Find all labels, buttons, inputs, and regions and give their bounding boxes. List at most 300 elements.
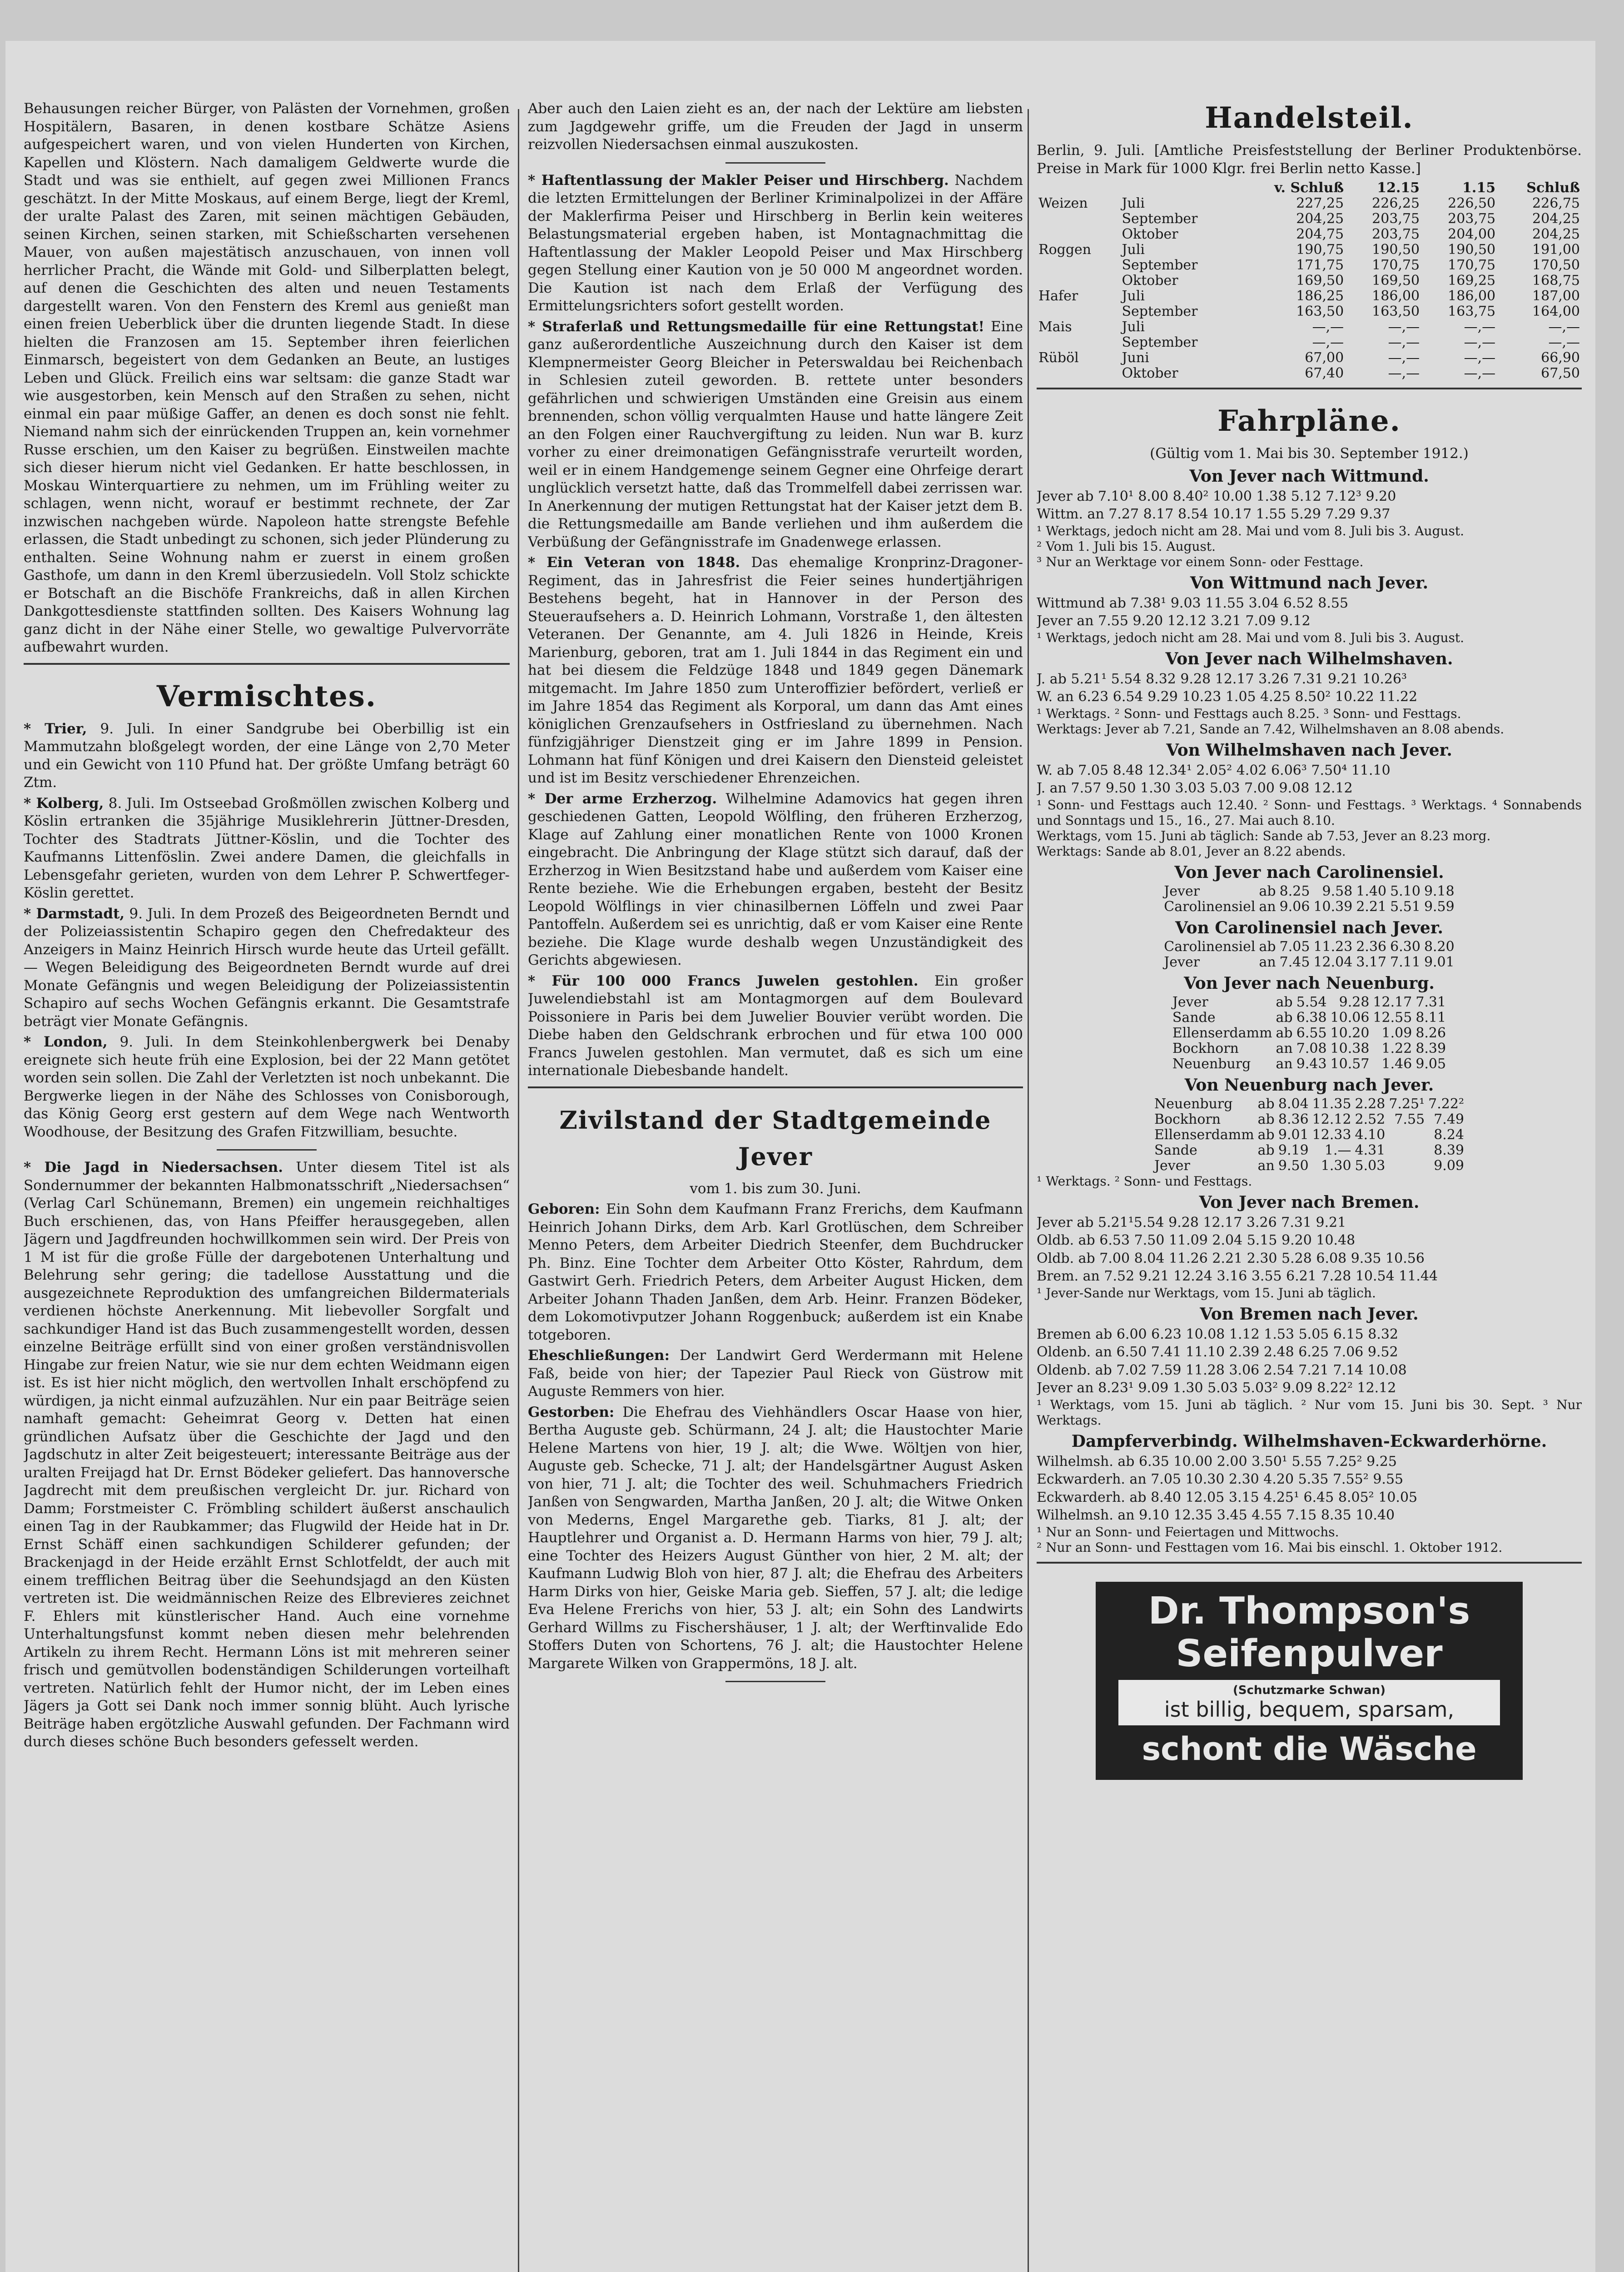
short-divider — [217, 1149, 317, 1151]
table-cell: 203,75 — [1448, 211, 1496, 227]
table-cell: 190,75 — [1296, 242, 1344, 258]
table-cell: 1.— — [1324, 1142, 1351, 1158]
news-body: Nachdem die letzten Ermittelungen der Berliner Kriminalpolizei in der Affäre der Maklerfirma Peiser und Hirschberg in Berlin kein weiteres Belastungsmaterial ergeben haben, ist Montagnachmittag die Haftentlassung der Makler Leopold Peiser und Max Hirschberg gegen Stellung einer Kaution von je 50 000 M angeordnet worden. Die Kaution ist nach dem Erlaß der Verfügung des Ermittelungsrichters sofort gestellt worden. — [528, 172, 1023, 314]
table-cell — [1037, 366, 1120, 381]
fahrplan-validity: (Gültig vom 1. Mai bis 30. September 1912.) — [1150, 445, 1469, 462]
news-body: Wilhelmine Adamovics hat gegen ihren geschiedenen Gatten, Leopold Wölfling, den früheren Erzherzog, Klage auf Zahlung einer monatlichen Rente von 1000 Kronen eingebracht. Die Anbringung der Klage stützt sich darauf, daß der Erzherzog in Wien Besitzstand habe und außerdem vom Kaiser eine Rente beziehe. Wie die Erhebungen ergaben, besteht der Besitz Leopold Wölflings in vier chinasilbernen Löffeln und zwei Paar Pantoffeln. Außerdem sei es unrichtig, daß er vom Kaiser eine Rente beziehe. Die Klage wurde deshalb wegen Unzuständigkeit des Gerichts abgewiesen. — [528, 790, 1023, 968]
timetable-title: Von Jever nach Bremen. — [1199, 1192, 1420, 1212]
ad-slogan: schont die Wäsche — [1142, 1730, 1477, 1768]
table-cell: Oktober — [1122, 226, 1178, 242]
table-cell: 7.31 — [1415, 994, 1446, 1010]
table-cell: 191,00 — [1532, 242, 1580, 258]
table-cell: Juni — [1122, 350, 1149, 366]
news-trier — [24, 720, 510, 792]
table-cell: Ellenserdamm — [1154, 1126, 1254, 1143]
timetable-title: Von Wilhelmshaven nach Jever. — [1166, 740, 1452, 760]
table-cell: 169,50 — [1296, 273, 1344, 289]
table-cell: Sande — [1154, 1142, 1197, 1158]
table-cell: Neuenburg — [1154, 1096, 1233, 1112]
dateline: * Die Jagd in Niedersachsen. — [24, 1159, 283, 1176]
table-cell: 12.12 — [1312, 1111, 1351, 1127]
table-cell: 9.59 — [1424, 898, 1455, 915]
timetable-row: Wilhelmsh. an 9.10 12.35 3.45 4.55 7.15 8.35 10.40 — [1037, 1507, 1395, 1523]
timetable-row: Brem. an 7.52 9.21 12.24 3.16 3.55 6.21 7.28 10.54 11.44 — [1037, 1268, 1438, 1284]
table-row — [1171, 1010, 1448, 1026]
table-row — [1162, 899, 1456, 915]
table-cell: an — [1257, 1157, 1275, 1174]
table-cell: Carolinensiel — [1164, 898, 1256, 915]
table-cell: 9.09 — [1434, 1157, 1464, 1174]
table-row — [1037, 304, 1582, 319]
dateline: * Trier, — [24, 720, 87, 737]
table-cell: September — [1122, 304, 1198, 319]
timetable-row: Oldenb. ab 7.02 7.59 11.28 3.06 2.54 7.21 7.14 10.08 — [1037, 1362, 1407, 1378]
section-heading-zivilstand: Zivilstand der Stadtgemeinde Jever — [559, 1105, 992, 1171]
table-cell: 2.21 — [1356, 898, 1387, 915]
table-cell: 204,75 — [1296, 226, 1344, 242]
table-cell — [1120, 180, 1237, 196]
table-cell: 3.17 — [1356, 954, 1387, 970]
table-cell: 190,50 — [1372, 242, 1420, 258]
table-row — [1152, 1096, 1466, 1112]
table-cell: Mais — [1038, 319, 1072, 335]
timetable-note: ¹ Werktags, jedoch nicht am 28. Mai und vom 8. Juli bis 3. August. — [1037, 523, 1465, 538]
table-cell: 186,00 — [1372, 288, 1420, 304]
table-cell: September — [1122, 211, 1198, 227]
table-cell: 12.15 — [1377, 180, 1420, 196]
news-haftentlassung — [528, 172, 1023, 315]
section-heading-vermischtes: Vermischtes. — [156, 679, 377, 713]
table-cell: 8.26 — [1415, 1025, 1446, 1041]
dateline: * Haftentlassung der Makler Peiser und Hirschberg. — [528, 172, 949, 189]
table-cell: 227,25 — [1296, 195, 1344, 211]
table-cell: 7.05 — [1279, 938, 1310, 955]
news-veteran — [528, 554, 1023, 787]
timetable-row: W. an 6.23 6.54 9.29 10.23 1.05 4.25 8.50² 10.22 11.22 — [1037, 689, 1418, 705]
table-cell: 169,50 — [1372, 273, 1420, 289]
table-cell: 5.54 — [1296, 994, 1327, 1010]
table-cell: —,— — [1312, 334, 1344, 350]
table-row — [1162, 955, 1456, 970]
table-cell: an — [1259, 898, 1276, 915]
table-cell: Jever — [1154, 1157, 1190, 1174]
divider — [24, 663, 510, 665]
news-straferlass — [528, 318, 1023, 552]
table-cell: Sande — [1172, 1009, 1216, 1026]
table-cell: 7.08 — [1296, 1040, 1327, 1056]
table-cell: 11.35 — [1312, 1096, 1351, 1112]
table-cell: September — [1122, 257, 1198, 273]
timetable-row: Oldenb. an 6.50 7.41 11.10 2.39 2.48 6.25 7.06 9.52 — [1037, 1344, 1398, 1360]
timetable-note: ¹ Nur an Sonn- und Feiertagen und Mittwochs. — [1037, 1524, 1339, 1540]
table-cell: 170,50 — [1532, 257, 1580, 273]
table-cell: —,— — [1464, 334, 1496, 350]
table-cell: Jever — [1164, 954, 1200, 970]
news-body: 9. Juli. In dem Steinkohlenbergwerk bei Denaby ereignete sich heute früh eine Explosion, bei der 22 Mann getötet worden sein sollen. Die Zahl der Verletzten ist noch unbekannt. Die Bergwerke liegen in der Nähe des Schlosses von Conisborough, das König Georg erst gestern auf dem Wege nach Wentworth Woodhouse, der Besitzung des Grafen Fitzwilliam, besuchte. — [24, 1034, 510, 1140]
timetable-title: Von Jever nach Neuenburg. — [1184, 973, 1435, 993]
table-cell: 7.55 — [1394, 1111, 1425, 1127]
table-cell: 10.20 — [1330, 1025, 1370, 1041]
table-cell: 67,40 — [1305, 365, 1344, 381]
timetable-note: ³ Nur an Werktage vor einem Sonn- oder Festtage. — [1037, 554, 1364, 569]
table-row — [1037, 273, 1582, 289]
table-cell: 7.45 — [1279, 954, 1310, 970]
table-cell: Oktober — [1122, 273, 1178, 289]
news-london — [24, 1033, 510, 1141]
section-heading-fahrplaene: Fahrpläne. — [1217, 404, 1401, 438]
table-cell: September — [1122, 334, 1198, 350]
table-cell: 9.28 — [1339, 994, 1370, 1010]
table-cell: Juli — [1122, 288, 1145, 304]
entry-body: Die Ehefrau des Viehhändlers Oscar Haase von hier, Bertha Auguste geb. Schürmann, 24 J. alt; die Haustochter Marie Helene Martens von hier, 19 J. alt; die Wwe. Wöltjen von hier, Auguste geb. Schecke, 71 J. alt; der Handelsgärtner August Asken von hier, 71 J. alt; die Tochter des weil. Schuhmachers Friedrich Janßen von Sengwarden, Martha Janßen, 20 J. alt; die Witwe Onken von Mederns, Engel Margarethe geb. Tiarks, 81 J. alt; der Hauptlehrer und Organist a. D. Hermann Harms von hier, 79 J. alt; eine Tochter des Heizers August Günther von hier, 2 M. alt; der Kaufmann Ludwig Bloh von hier, 87 J. alt; die Ehefrau des Arbeiters Harm Dirks von hier, Geiske Maria geb. Sieffen, 57 J. alt; die ledige Eva Helene Frerichs von hier, 53 J. alt; ein Sohn des Landwirts Gerhard Willms zu Fischershäuser, 1 J. alt; der Werftinvalide Edo Stoffers Duten von Schortens, 76 J. alt; die Haustochter Helene Margarete Wilken von Grappermöns, 18 J. alt. — [528, 1404, 1023, 1672]
dateline: * Für 100 000 Francs Juwelen gestohlen. — [528, 972, 919, 989]
table-cell: 163,50 — [1296, 304, 1344, 319]
table-row — [1037, 258, 1582, 273]
zivilstand-eheschliessungen — [528, 1347, 1023, 1401]
table-cell: 66,90 — [1541, 350, 1580, 366]
ad-brand: Dr. Thompson's — [1148, 1589, 1470, 1633]
table-cell: 204,25 — [1532, 211, 1580, 227]
table-cell: 8.39 — [1415, 1040, 1446, 1056]
table-cell: 6.30 — [1390, 938, 1420, 955]
table-cell: 10.57 — [1330, 1056, 1370, 1072]
table-cell: Juli — [1122, 319, 1145, 335]
short-divider — [725, 1681, 825, 1682]
news-jagd — [24, 1159, 510, 1751]
table-cell: 163,50 — [1372, 304, 1420, 319]
table-cell: —,— — [1464, 350, 1496, 366]
ad-box — [1118, 1680, 1500, 1725]
table-cell: —,— — [1388, 334, 1420, 350]
table-cell: 186,25 — [1296, 288, 1344, 304]
table-cell: —,— — [1388, 365, 1420, 381]
table-cell: Bockhorn — [1172, 1040, 1239, 1056]
timetable-row: J. an 7.57 9.50 1.30 3.03 5.03 7.00 9.08 12.12 — [1037, 780, 1353, 796]
table-cell: ab — [1276, 1025, 1293, 1041]
table-cell: 12.55 — [1373, 1009, 1412, 1026]
timetable-row: Oldb. ab 7.00 8.04 11.26 2.21 2.30 5.28 6.08 9.35 10.56 — [1037, 1250, 1425, 1266]
table-row — [1152, 1143, 1466, 1158]
table-cell: 226,50 — [1448, 195, 1496, 211]
timetable-note: ² Nur an Sonn- und Festtagen vom 16. Mai bis einschl. 1. Oktober 1912. — [1037, 1540, 1503, 1555]
price-table — [1037, 180, 1582, 381]
table-cell: 169,25 — [1448, 273, 1496, 289]
timetable-title: Von Jever nach Carolinensiel. — [1174, 862, 1444, 882]
table-row — [1152, 1127, 1466, 1143]
table-row — [1037, 242, 1582, 258]
table-row — [1171, 1026, 1448, 1041]
news-darmstadt — [24, 905, 510, 1031]
table-cell: 1.46 — [1381, 1056, 1412, 1072]
timetable — [1162, 939, 1456, 970]
table-row — [1037, 289, 1582, 304]
timetable-row: Jever an 7.55 9.20 12.12 3.21 7.09 9.12 — [1037, 613, 1311, 629]
table-cell: 7.49 — [1434, 1111, 1464, 1127]
label: Geboren: — [528, 1201, 600, 1217]
dateline: * Darmstadt, — [24, 905, 125, 922]
timetable-row: Jever ab 7.10¹ 8.00 8.40² 10.00 1.38 5.12 7.12³ 9.20 — [1037, 488, 1396, 504]
table-cell — [1037, 335, 1120, 350]
table-cell: 67,50 — [1541, 365, 1580, 381]
table-row — [1171, 1056, 1448, 1072]
table-cell: Neuenburg — [1172, 1056, 1251, 1072]
table-cell: 5.51 — [1390, 898, 1420, 915]
table-row — [1171, 1041, 1448, 1056]
table-cell: 67,00 — [1305, 350, 1344, 366]
news-body: Ein großer Juwelendiebstahl ist am Montagmorgen auf dem Boulevard Poissoniere in Paris bei dem Juwelier Bouvier verübt worden. Die Diebe haben den Geldschrank erbrochen und für etwa 100 000 Francs Juwelen gestohlen. Man vermutet, daß es sich um eine internationale Diebesbande handelt. — [528, 972, 1023, 1079]
table-cell: Juli — [1122, 242, 1145, 258]
timetable-note: Werktags: Sande ab 8.01, Jever an 8.22 abends. — [1037, 843, 1346, 859]
table-cell — [1037, 211, 1120, 227]
table-row — [1037, 180, 1582, 196]
short-divider — [725, 162, 825, 164]
label: Gestorben: — [528, 1404, 615, 1420]
table-cell: 1.30 — [1321, 1157, 1351, 1174]
table-cell: Oktober — [1122, 365, 1178, 381]
table-cell: 203,75 — [1372, 226, 1420, 242]
table-row — [1037, 335, 1582, 350]
table-cell: 190,50 — [1448, 242, 1496, 258]
timetable-row: Jever an 8.23¹ 9.09 1.30 5.03 5.03² 9.09 8.22² 12.12 — [1037, 1380, 1396, 1396]
table-cell: —,— — [1388, 350, 1420, 366]
table-cell — [1387, 1158, 1426, 1174]
timetable-title: Von Wittmund nach Jever. — [1190, 573, 1429, 593]
label: Eheschließungen: — [528, 1347, 670, 1364]
timetable-row: Wittm. an 7.27 8.17 8.54 10.17 1.55 5.29 7.29 9.37 — [1037, 506, 1391, 522]
timetable-title: Von Carolinensiel nach Jever. — [1175, 918, 1444, 937]
timetable-row: Wittmund ab 7.38¹ 9.03 11.55 3.04 6.52 8.55 — [1037, 595, 1349, 611]
timetable-title: Von Jever nach Wilhelmshaven. — [1165, 649, 1453, 668]
timetable-note: ¹ Jever-Sande nur Werktags, vom 15. Juni ab täglich. — [1037, 1285, 1376, 1300]
table-cell — [1037, 180, 1120, 196]
newspaper-page — [5, 41, 1595, 2272]
table-cell: 9.05 — [1415, 1056, 1446, 1072]
zivilstand-gestorben — [528, 1404, 1023, 1673]
dateline: * Ein Veteran von 1848. — [528, 554, 740, 571]
table-cell: v. Schluß — [1274, 180, 1344, 196]
table-cell — [1037, 304, 1120, 319]
table-cell: 226,75 — [1532, 195, 1580, 211]
table-cell: 10.39 — [1313, 898, 1353, 915]
timetable-note: ¹ Werktags, vom 15. Juni ab täglich. ² Nur vom 15. Juni bis 30. Sept. ³ Nur Werktags. — [1037, 1397, 1582, 1428]
table-cell: 204,00 — [1448, 226, 1496, 242]
table-cell: 8.25 — [1279, 883, 1310, 899]
table-cell: 1.09 — [1381, 1025, 1412, 1041]
news-jagd-continued: Aber auch den Laien zieht es an, der nach der Lektüre am liebsten zum Jagdgewehr griffe, um die Freuden der Jagd in unserm reizvollen Niedersachsen einmal auszukosten. — [528, 100, 1023, 153]
divider — [1037, 388, 1582, 389]
table-cell: 6.55 — [1296, 1025, 1327, 1041]
table-cell: ab — [1257, 1126, 1275, 1143]
table-cell: 170,75 — [1372, 257, 1420, 273]
news-body: 9. Juli. In dem Prozeß des Beigeordneten Berndt und der Polizeiassistentin Schapiro gegen den Chefredakteur des Anzeigers in Mainz Heinrich Hirsch wurde heute das Urteil gefällt. — Wegen Beleidigung des Beigeordneten Berndt wurde auf drei Monate Gefängnis und wegen Beleidigung der Polizeiassistentin Schapiro auf sechs Wochen Gefängnis erkannt. Die Gesamtstrafe beträgt vier Monate Gefängnis. — [24, 905, 510, 1030]
table-cell: Ellenserdamm — [1172, 1025, 1272, 1041]
table-cell: Schluß — [1526, 180, 1580, 196]
news-body: Eine ganz außerordentliche Auszeichnung durch den Kaiser ist dem Klempnermeister Georg Bleicher in Peterswaldau bei Reichenbach in Schlesien zuteil geworden. B. rettete unter besonders gefährlichen und schwierigen Umständen eine Greisin aus einem brennenden, schon völlig verqualmten Hause und hatte längere Zeit an den Folgen einer Rauchvergiftung zu leiden. Nun war B. kurz vorher zu einer dreimonatigen Gefängnisstrafe verurteilt worden, weil er in einem Handgemenge seinem Gegner eine Ohrfeige derart unglücklich versetzt hatte, daß das Trommelfell dabei zerrissen war. In Anerkennung der mutigen Rettungstat hat der Kaiser jetzt dem B. die Rettungsmedaille am Bande verliehen und ihm außerdem die Verbüßung der Gefängnisstrafe im Gnadenwege erlassen. — [528, 318, 1023, 550]
table-cell — [1387, 1127, 1426, 1143]
news-body: Das ehemalige Kronprinz-Dragoner-Regiment, das in Jahresfrist die Feier seines hundertjährigen Bestehens begeht, hat in Hannover in der Person des Steueraufsehers a. D. Heinrich Lohmann, Vorstraße 1, den ältesten Veteranen. Der Genannte, am 4. Juli 1826 in Heinde, Kreis Marienburg, geboren, trat am 1. Juli 1844 in das Regiment ein und hat bei diesem die Feldzüge 1848 und 1849 gegen Dänemark mitgemacht. Im Jahre 1850 zum Unteroffizier befördert, verließ er im Jahre 1854 das Regiment als Korporal, um dann das Amt eines königlichen Grenzaufsehers in Ostfriesland zu übernehmen. Nach fünfzigjähriger Dienstzeit ging er im Jahre 1899 in Pension. Lohmann hat fünf Königen und drei Kaisern den Diensteid geleistet und ist im Besitz verschiedener Ehrenzeichen. — [528, 554, 1023, 786]
news-erzherzog — [528, 790, 1023, 970]
divider — [1037, 1562, 1582, 1564]
table-row — [1037, 211, 1582, 227]
entry-body: Der Landwirt Gerd Werdermann mit Helene Faß, beide von hier; der Tapezier Paul Rieck von Güstrow mit Auguste Remmers von hier. — [528, 1347, 1023, 1400]
timetable — [1171, 995, 1448, 1072]
timetable-title: Dampferverbindg. Wilhelmshaven-Eckwarderhörne. — [1071, 1431, 1547, 1451]
column-rule — [518, 109, 519, 2272]
dateline: * Der arme Erzherzog. — [528, 790, 717, 807]
table-cell: ab — [1276, 994, 1293, 1010]
table-row — [1037, 319, 1582, 335]
table-cell: Bockhorn — [1154, 1111, 1221, 1127]
table-cell: 9.06 — [1279, 898, 1310, 915]
table-cell: 8.04 — [1278, 1096, 1309, 1112]
table-row — [1037, 227, 1582, 242]
table-cell: Jever — [1164, 883, 1200, 899]
table-cell: Roggen — [1038, 242, 1092, 258]
table-row — [1162, 939, 1456, 955]
table-cell: 9.01 — [1278, 1126, 1309, 1143]
timetables — [1037, 467, 1582, 1555]
table-row — [1037, 350, 1582, 366]
timetable-row: Bremen ab 6.00 6.23 10.08 1.12 1.53 5.05 6.15 8.32 — [1037, 1326, 1399, 1342]
table-cell: ab — [1259, 883, 1276, 899]
table-cell: 9.18 — [1424, 883, 1455, 899]
timetable-note: Werktags: Jever ab 7.21, Sande an 7.42, Wilhelmshaven an 8.08 abends. — [1037, 721, 1505, 737]
timetable-row: Eckwarderh. ab 8.40 12.05 3.15 4.25¹ 6.45 8.05² 10.05 — [1037, 1489, 1418, 1505]
timetable-row: J. ab 5.21¹ 5.54 8.32 9.28 12.17 3.26 7.31 9.21 10.26³ — [1037, 671, 1407, 687]
timetable-note: ¹ Werktags. ² Sonn- und Festtags. — [1037, 1173, 1252, 1189]
table-cell: —,— — [1548, 334, 1580, 350]
ad-trademark: (Schutzmarke Schwan) — [1233, 1683, 1386, 1697]
table-cell: 9.50 — [1278, 1157, 1309, 1174]
dateline: * London, — [24, 1034, 108, 1050]
ad-product: Seifenpulver — [1176, 1632, 1443, 1675]
column-left — [24, 100, 510, 2272]
table-row — [1037, 366, 1582, 381]
table-cell: 204,25 — [1532, 226, 1580, 242]
table-cell: ab — [1259, 938, 1276, 955]
table-cell: 8.39 — [1434, 1142, 1464, 1158]
table-cell: 8.11 — [1415, 1009, 1446, 1026]
table-cell: 2.52 — [1355, 1111, 1386, 1127]
table-cell: 9.43 — [1296, 1056, 1327, 1072]
timetable-note: Werktags, vom 15. Juni ab täglich: Sande ab 7.53, Jever an 8.23 morg. — [1037, 828, 1491, 843]
news-body: 8. Juli. Im Ostseebad Großmöllen zwischen Kolberg und Köslin ertranken die 35jährige Musiklehrerin Jüttner-Dresden, Tochter des Stadtrats Jüttner-Köslin, und die Tochter des Kaufmanns Littenföslin. Zwei andere Damen, die gleichfalls in Lebensgefahr gerieten, wurden von dem Lehrer P. Schwertfeger-Köslin gerettet. — [24, 795, 510, 901]
table-cell: 164,00 — [1532, 304, 1580, 319]
table-cell — [1037, 258, 1120, 273]
table-cell: Jever — [1172, 994, 1208, 1010]
table-cell: 4.10 — [1355, 1126, 1386, 1143]
zivilstand-period: vom 1. bis zum 30. Juni. — [690, 1180, 861, 1197]
timetable-row: Wilhelmsh. ab 6.35 10.00 2.00 3.50¹ 5.55 7.25² 9.25 — [1037, 1453, 1397, 1470]
table-cell: 5.03 — [1355, 1157, 1386, 1174]
table-cell: Juli — [1122, 195, 1145, 211]
table-cell: ab — [1257, 1111, 1275, 1127]
timetable-note: ¹ Sonn- und Festtags auch 12.40. ² Sonn- und Festtags. ³ Werktags. ⁴ Sonnabends und Sonntags und 15., 16., 27. Mai auch 8.10. — [1037, 797, 1582, 828]
table-cell: 6.38 — [1296, 1009, 1327, 1026]
table-cell: 9.58 — [1322, 883, 1353, 899]
column-right — [1037, 100, 1582, 2272]
table-cell: 9.19 — [1278, 1142, 1309, 1158]
table-cell: 5.10 — [1390, 883, 1420, 899]
table-cell: an — [1276, 1040, 1293, 1056]
table-cell: —,— — [1312, 319, 1344, 335]
timetable-note: ¹ Werktags, jedoch nicht am 28. Mai und vom 8. Juli bis 3. August. — [1037, 630, 1465, 645]
table-cell: 4.31 — [1355, 1142, 1386, 1158]
table-cell: 7.22² — [1428, 1096, 1464, 1112]
timetable-title: Von Neuenburg nach Jever. — [1184, 1075, 1434, 1095]
table-cell: —,— — [1464, 365, 1496, 381]
timetable-note: ² Vom 1. Juli bis 15. August. — [1037, 538, 1216, 554]
timetable-title: Von Jever nach Wittmund. — [1189, 466, 1429, 486]
divider — [528, 1086, 1023, 1088]
dateline: * Straferlaß und Rettungsmedaille für eine Rettungstat! — [528, 318, 985, 335]
table-cell: 8.36 — [1278, 1111, 1309, 1127]
table-cell: 9.01 — [1424, 954, 1455, 970]
column-rule — [1028, 109, 1029, 2272]
timetable-row: Oldb. ab 6.53 7.50 11.09 2.04 5.15 9.20 10.48 — [1037, 1232, 1356, 1248]
table-cell: 12.17 — [1373, 994, 1412, 1010]
news-juwelen — [528, 972, 1023, 1080]
table-cell: 170,75 — [1448, 257, 1496, 273]
table-cell: 226,25 — [1372, 195, 1420, 211]
table-cell: 7.11 — [1390, 954, 1420, 970]
table-cell: 1.15 — [1462, 180, 1496, 196]
section-heading-handelsteil: Handelsteil. — [1205, 101, 1414, 135]
table-cell: ab — [1257, 1096, 1275, 1112]
table-cell: 187,00 — [1532, 288, 1580, 304]
table-cell: 204,25 — [1296, 211, 1344, 227]
table-row — [1162, 884, 1456, 899]
table-row — [1037, 196, 1582, 211]
column-middle — [528, 100, 1023, 2272]
news-kolberg — [24, 795, 510, 902]
table-cell: ab — [1257, 1142, 1275, 1158]
table-cell: 8.20 — [1424, 938, 1455, 955]
table-row — [1152, 1112, 1466, 1127]
timetable — [1162, 884, 1456, 915]
timetable — [1152, 1096, 1466, 1174]
table-cell: 10.06 — [1330, 1009, 1370, 1026]
timetable-row: Jever ab 5.21¹5.54 9.28 12.17 3.26 7.31 9.21 — [1037, 1214, 1346, 1231]
timetable-title: Von Bremen nach Jever. — [1200, 1304, 1419, 1324]
table-cell: 2.28 — [1355, 1096, 1386, 1112]
table-cell: 203,75 — [1372, 211, 1420, 227]
handel-intro: Berlin, 9. Juli. [Amtliche Preisfeststellung der Berliner Produktenbörse. Preise in Mark für 1000 Klgr. frei Berlin netto Kasse.] — [1037, 142, 1582, 177]
table-cell: 12.33 — [1312, 1126, 1351, 1143]
table-cell: Rüböl — [1038, 350, 1079, 366]
table-cell — [1387, 1143, 1426, 1158]
table-cell: 10.38 — [1330, 1040, 1370, 1056]
table-cell: Weizen — [1038, 195, 1088, 211]
ad-claim: ist billig, bequem, sparsam, — [1164, 1697, 1455, 1722]
table-cell: 2.36 — [1356, 938, 1387, 955]
table-cell: 1.22 — [1381, 1040, 1412, 1056]
table-cell: Hafer — [1038, 288, 1078, 304]
table-cell — [1037, 273, 1120, 289]
table-cell: 171,75 — [1296, 257, 1344, 273]
table-cell: —,— — [1548, 319, 1580, 335]
table-cell: 168,75 — [1532, 273, 1580, 289]
dateline: * Kolberg, — [24, 795, 104, 812]
zivilstand-geboren — [528, 1201, 1023, 1344]
table-cell: 1.40 — [1356, 883, 1387, 899]
table-cell — [1037, 227, 1120, 242]
table-cell: 186,00 — [1448, 288, 1496, 304]
advertisement-thompsons — [1096, 1582, 1523, 1780]
table-cell: 7.25¹ — [1389, 1096, 1425, 1112]
table-row — [1171, 995, 1448, 1010]
table-cell: —,— — [1464, 319, 1496, 335]
